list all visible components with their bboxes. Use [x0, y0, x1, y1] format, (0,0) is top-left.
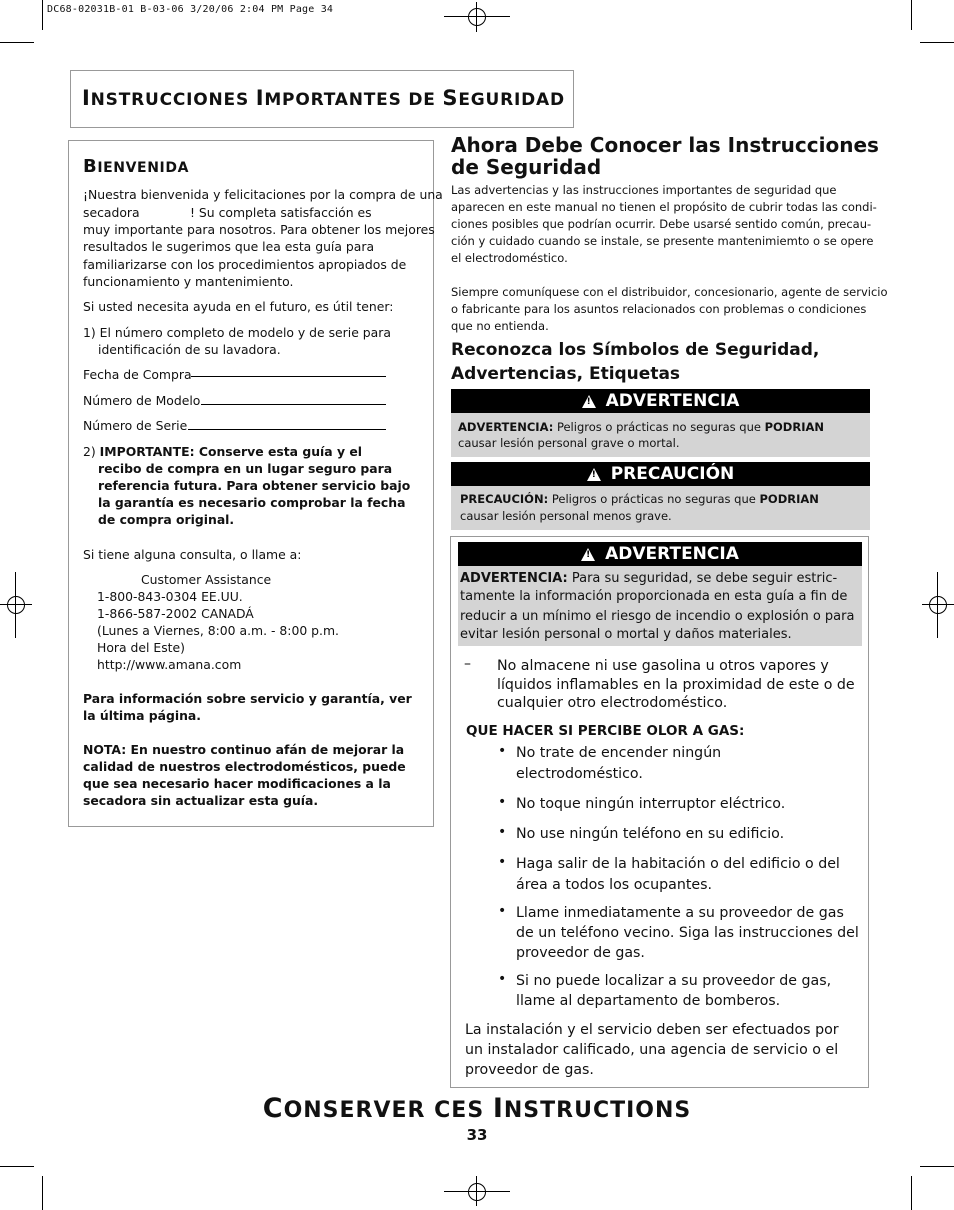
note: NOTA: En nuestro continuo afán de mejorar la [83, 742, 405, 757]
dash-marker: – [464, 656, 471, 672]
print-slug: DC68-02031B-01 B-03-06 3/20/06 2:04 PM Page 34 [47, 4, 334, 15]
field-line [188, 429, 386, 430]
gas-item: No trate de encender ningún [516, 745, 722, 761]
paragraph: ciones posibles que podrían ocurrir. Debe usarsé sentido común, precau- [451, 217, 872, 231]
bullet: • [498, 794, 507, 810]
dash-item: No almacene ni use gasolina u otros vapores y [497, 658, 829, 674]
caution-text: PRECAUCIÓN: Peligros o prácticas no seguras que PODRIAN [460, 492, 819, 506]
intro-line: resultados le sugerimos que lea esta guía para [83, 239, 375, 254]
field-label-purchase-date: Fecha de Compra [83, 367, 192, 382]
contact-line: (Lunes a Viernes, 8:00 a.m. - 8:00 p.m. [97, 623, 339, 638]
bullet: • [498, 743, 507, 759]
gas-item: No toque ningún interruptor eléctrico. [516, 796, 786, 812]
warning-text: evitar lesión personal o mortal y daños materiales. [460, 627, 792, 642]
field-line [201, 404, 386, 405]
note: que sea necesario hacer modificaciones a la [83, 776, 391, 791]
intro-line: ¡Nuestra bienvenida y felicitaciones por la compra de una [83, 187, 443, 202]
install-text: La instalación y el servicio deben ser efectuados por [465, 1022, 839, 1038]
gas-item: Si no puede localizar a su proveedor de gas, [516, 973, 832, 989]
note: calidad de nuestros electrodomésticos, puede [83, 759, 406, 774]
warning-text: ADVERTENCIA: Peligros o prácticas no seguras que PODRIAN [458, 420, 825, 434]
page-number: 33 [466, 1126, 488, 1144]
install-text: proveedor de gas. [465, 1062, 594, 1078]
caution-text: causar lesión personal menos grave. [460, 509, 672, 523]
gas-item: Haga salir de la habitación o del edificio o del [516, 856, 840, 872]
gas-item: electrodoméstico. [516, 766, 643, 782]
gas-item: de un teléfono vecino. Siga las instrucciones del [516, 925, 859, 941]
safety-title: de Seguridad [451, 155, 602, 179]
bullet: • [498, 971, 507, 987]
paragraph: Las advertencias y las instrucciones importantes de seguridad que [451, 183, 837, 197]
intro-line: ! Su completa satisfacción es [190, 205, 372, 220]
list-item: de compra original. [98, 512, 235, 527]
intro-line: funcionamiento y mantenimiento. [83, 274, 294, 289]
paragraph: o fabricante para los asuntos relacionados con problemas o condiciones [451, 302, 867, 316]
gas-item: No use ningún teléfono en su edificio. [516, 826, 785, 842]
contact-line: 1-800-843-0304 EE.UU. [97, 589, 243, 604]
field-line [191, 376, 386, 377]
bullet: • [498, 903, 507, 919]
warning-triangle-icon [581, 548, 595, 561]
gas-item: área a todos los ocupantes. [516, 877, 713, 893]
gas-item: proveedor de gas. [516, 945, 645, 961]
symbols-title: Reconozca los Símbolos de Seguridad, [451, 340, 820, 360]
bullet: • [498, 824, 507, 840]
website-link[interactable]: http://www.amana.com [97, 657, 242, 672]
footer-title: CONSERVER CES INSTRUCTIONS [262, 1093, 692, 1124]
safety-title: Ahora Debe Conocer las Instrucciones [451, 133, 879, 157]
contact-line: Customer Assistance [141, 572, 272, 587]
intro-line: secadora [83, 205, 140, 220]
paragraph: que no entienda. [451, 319, 549, 333]
field-label-serial: Número de Serie [83, 418, 188, 433]
contact-intro: Si tiene alguna consulta, o llame a: [83, 547, 302, 562]
gas-heading: QUE HACER SI PERCIBE OLOR A GAS: [466, 723, 745, 739]
warning-triangle-icon [582, 395, 596, 408]
gas-item: Llame inmediatamente a su proveedor de gas [516, 905, 844, 921]
list-item: la garantía es necesario comprobar la fecha [98, 495, 406, 510]
intro-line: familiarizarse con los procedimientos apropiados de [83, 257, 407, 272]
list-item: referencia futura. Para obtener servicio bajo [98, 478, 411, 493]
warning-banner: ! ADVERTENCIA [458, 542, 862, 566]
dash-item: cualquier otro electrodoméstico. [497, 695, 728, 711]
intro-line: muy importante para nosotros. Para obtener los mejores [83, 222, 435, 237]
warning-banner: ! ADVERTENCIA [451, 389, 870, 413]
warning-text: tamente la información proporcionada en esta guía a fin de [460, 589, 848, 604]
warning-triangle-icon [587, 468, 601, 481]
paragraph: el electrodoméstico. [451, 251, 568, 265]
warning-text: reducir a un mínimo el riesgo de incendio o explosión o para [460, 609, 855, 624]
list-item: identificación de su lavadora. [98, 342, 281, 357]
gas-item: llame al departamento de bomberos. [516, 993, 781, 1009]
warning-text: ADVERTENCIA: Para su seguridad, se debe seguir estric- [460, 571, 838, 586]
page-title: INSTRUCCIONES IMPORTANTES DE SEGURIDAD [82, 86, 565, 110]
service-note: la última página. [83, 708, 201, 723]
contact-line: 1-866-587-2002 CANADÁ [97, 606, 254, 621]
help-text: Si usted necesita ayuda en el futuro, es útil tener: [83, 299, 394, 314]
symbols-title: Advertencias, Etiquetas [451, 364, 681, 384]
caution-banner: ! PRECAUCIÓN [451, 462, 870, 486]
paragraph: aparecen en este manual no tienen el propósito de cubrir todas las condi- [451, 200, 877, 214]
field-label-model: Número de Modelo [83, 393, 201, 408]
service-note: Para información sobre servicio y garantía, ver [83, 691, 412, 706]
paragraph: Siempre comuníquese con el distribuidor, concesionario, agente de servicio [451, 285, 888, 299]
paragraph: ción y cuidado cuando se instale, se presente mantenimiemto o se opere [451, 234, 874, 248]
install-text: un instalador calificado, una agencia de servicio o el [465, 1042, 839, 1058]
contact-line: Hora del Este) [97, 640, 185, 655]
dash-item: líquidos inflamables en la proximidad de este o de [497, 677, 855, 693]
list-item: 1) El número completo de modelo y de serie para [83, 325, 391, 340]
note: secadora sin actualizar esta guía. [83, 793, 319, 808]
list-item: recibo de compra en un lugar seguro para [98, 461, 393, 476]
bullet: • [498, 854, 507, 870]
warning-text: causar lesión personal grave o mortal. [458, 436, 680, 450]
welcome-heading: BIENVENIDA [83, 156, 189, 177]
list-item-2: 2) IMPORTANTE: Conserve esta guía y el [83, 444, 362, 459]
